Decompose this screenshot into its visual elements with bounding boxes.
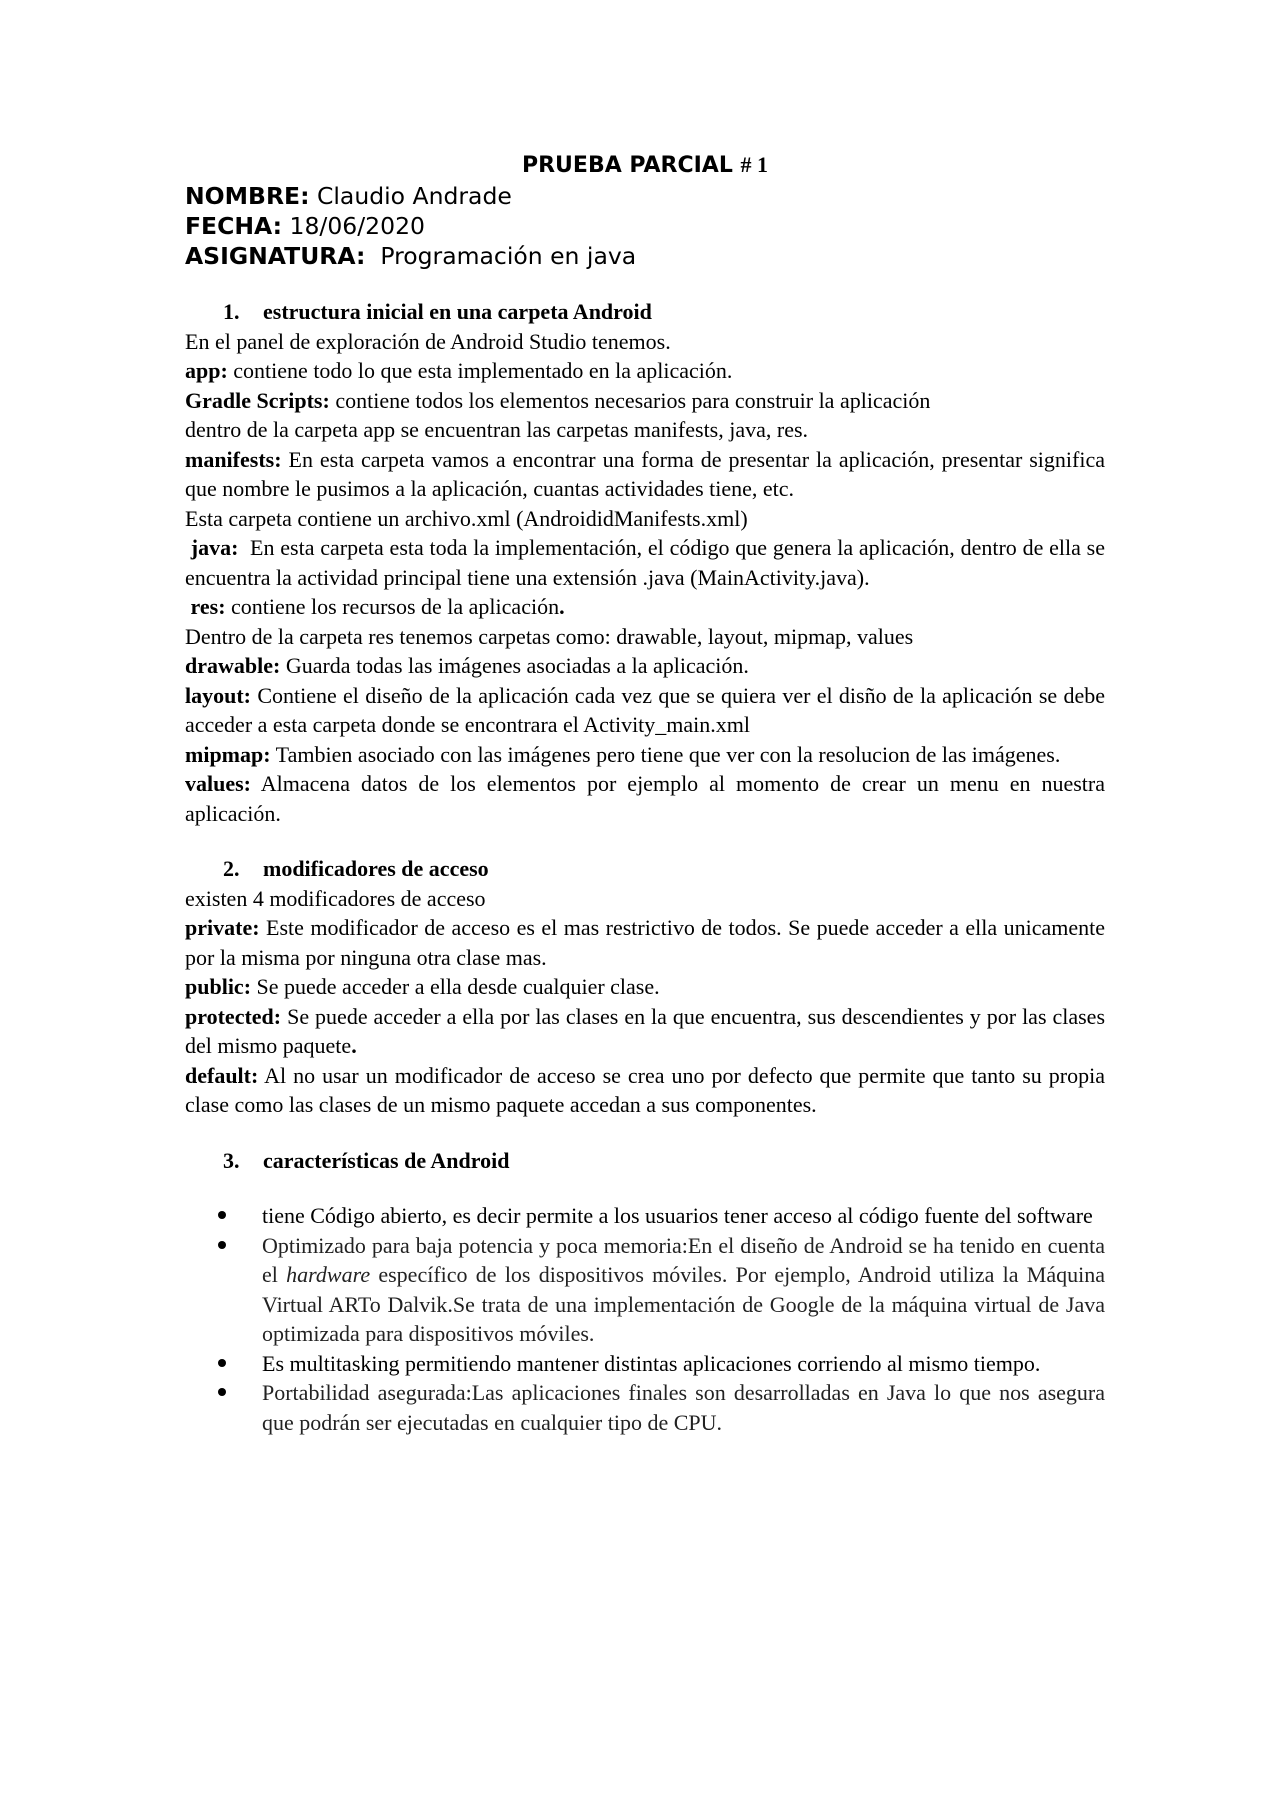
app-paragraph (185, 356, 1105, 386)
java-text: En esta carpeta esta toda la implementación, el código que genera la aplicación, dentro de ella se encuentra la actividad principal tiene una extensión .java (MainActivity.java). (185, 535, 1106, 590)
date-line (185, 211, 1105, 241)
features-list (185, 1201, 1105, 1437)
res-paragraph (185, 592, 1105, 622)
values-text: Almacena datos de los elementos por ejemplo al momento de crear un menu en nuestra aplicación. (185, 771, 1105, 826)
java-paragraph (185, 533, 1105, 592)
list-item (185, 1231, 1105, 1349)
gradle-paragraph (185, 386, 1105, 416)
res-text: contiene los recursos de la aplicación (231, 594, 560, 619)
mipmap-label: mipmap: (185, 741, 271, 767)
bullet-4-text: Portabilidad asegurada:Las aplicaciones finales son desarrolladas en Java lo que nos asegura que podrán ser ejecutadas en cualquier tipo de CPU. (262, 1380, 1105, 1435)
bullet-icon (218, 1241, 226, 1249)
list-item (185, 1378, 1105, 1437)
default-paragraph (185, 1061, 1105, 1120)
gradle-text: contiene todos los elementos necesarios para construir la aplicación (335, 387, 931, 413)
section-1-heading (185, 297, 1105, 327)
drawable-label: drawable: (185, 653, 281, 678)
title-number: # 1 (740, 152, 769, 177)
section-2-number: 2. (223, 856, 240, 881)
layout-text: Contiene el diseño de la aplicación cada vez que se quiera ver el disño de la aplicación se debe acceder a esta carpeta donde se encontrara el Activity_main.xml (185, 682, 1106, 737)
protected-paragraph (185, 1002, 1105, 1061)
section-1-title: estructura inicial en una carpeta Android (263, 299, 652, 324)
asignatura-label: ASIGNATURA: (185, 242, 366, 270)
private-text: Este modificador de acceso es el mas restrictivo de todos. Se puede acceder a ella unicamente por la misma por ninguna otra clase mas. (185, 915, 1106, 970)
nombre-value: Claudio Andrade (316, 182, 512, 210)
layout-label: layout: (185, 682, 251, 708)
student-name-line (185, 181, 1105, 211)
layout-paragraph (185, 681, 1105, 740)
app-label: app: (185, 358, 228, 383)
section-3-heading (185, 1146, 1105, 1176)
nombre-label: NOMBRE: (185, 182, 310, 210)
asignatura-value: Programación en java (380, 242, 637, 270)
manifests-paragraph (185, 445, 1105, 504)
private-label: private: (185, 915, 260, 940)
section-1-intro: En el panel de exploración de Android Studio tenemos. (185, 328, 671, 354)
bullet-2-text-a: Optimizado para baja potencia y poca memoria:En el diseño de Android se ha tenido en cuenta el (262, 1232, 1105, 1287)
private-paragraph (185, 913, 1105, 972)
manifests-text: En esta carpeta vamos a encontrar una forma de presentar la aplicación, presentar significa que nombre le pusimos a la aplicación, cuantas actividades tiene, etc. (185, 446, 1106, 501)
app-text: contiene todo lo que esta implementado en la aplicación. (233, 358, 733, 383)
section-3 (185, 1146, 1105, 1438)
bullet-1-text: tiene Código abierto, es decir permite a los usuarios tener acceso al código fuente del software (262, 1203, 1093, 1228)
section-2 (185, 854, 1105, 1120)
default-text: Al no usar un modificador de acceso se crea uno por defecto que permite que tanto su propia clase como las clases de un mismo paquete accedan a sus componentes. (185, 1062, 1105, 1117)
public-text: Se puede acceder a ella desde cualquier clase. (256, 974, 660, 999)
public-paragraph (185, 972, 1105, 1002)
manifests-file-paragraph: Esta carpeta contiene un archivo.xml (AndroididManifests.xml) (185, 505, 748, 531)
bullet-2-text-b: específico de los dispositivos móviles. Por ejemplo, Android utiliza la Máquina Virtual ARTo Dalvik.Se trata de una implementación de Google de la máquina virtual de Java optimizada para dispositivos móviles. (262, 1262, 1105, 1346)
fecha-value: 18/06/2020 (289, 212, 425, 240)
mipmap-paragraph (185, 740, 1105, 770)
res-period: . (559, 594, 565, 619)
spacer (185, 1120, 1105, 1146)
gradle-label: Gradle Scripts: (185, 387, 330, 413)
protected-text: Se puede acceder a ella por las clases en la que encuentra, sus descendientes y por las clases del mismo paquete (185, 1003, 1106, 1058)
fecha-label: FECHA: (185, 212, 283, 240)
bullet-icon (218, 1211, 226, 1219)
section-2-heading (185, 854, 1105, 884)
bullet-3-text: Es multitasking permitiendo mantener distintas aplicaciones corriendo al mismo tiempo. (262, 1350, 1041, 1376)
section-3-title: características de Android (263, 1147, 510, 1173)
manifests-label: manifests: (185, 446, 282, 472)
spacer (185, 271, 1105, 297)
section-1 (185, 297, 1105, 828)
inside-app-paragraph: dentro de la carpeta app se encuentran las carpetas manifests, java, res. (185, 417, 809, 442)
bullet-2-emphasis: hardware (286, 1262, 371, 1287)
protected-label: protected: (185, 1003, 282, 1029)
section-3-number: 3. (223, 1147, 240, 1173)
spacer (185, 828, 1105, 854)
document-title (185, 150, 1105, 181)
values-label: values: (185, 771, 251, 796)
title-text: PRUEBA PARCIAL (521, 153, 733, 178)
res-folders-paragraph: Dentro de la carpeta res tenemos carpetas como: drawable, layout, mipmap, values (185, 623, 914, 649)
subject-line (185, 241, 1105, 271)
default-label: default: (185, 1062, 259, 1088)
drawable-text: Guarda todas las imágenes asociadas a la aplicación. (285, 653, 749, 678)
drawable-paragraph (185, 651, 1105, 681)
spacer (185, 1175, 1105, 1201)
list-item (185, 1201, 1105, 1231)
section-1-number: 1. (223, 299, 240, 324)
document-page (185, 150, 1105, 1437)
bullet-icon (218, 1388, 226, 1396)
public-label: public: (185, 974, 252, 999)
protected-period: . (351, 1033, 357, 1058)
mipmap-text: Tambien asociado con las imágenes pero tiene que ver con la resolucion de las imágenes. (275, 741, 1061, 767)
bullet-icon (218, 1359, 226, 1367)
res-label: res: (190, 594, 226, 619)
section-2-intro: existen 4 modificadores de acceso (185, 885, 486, 911)
list-item (185, 1349, 1105, 1379)
java-label: java: (190, 535, 239, 560)
values-paragraph (185, 769, 1105, 828)
section-2-title: modificadores de acceso (263, 856, 489, 881)
